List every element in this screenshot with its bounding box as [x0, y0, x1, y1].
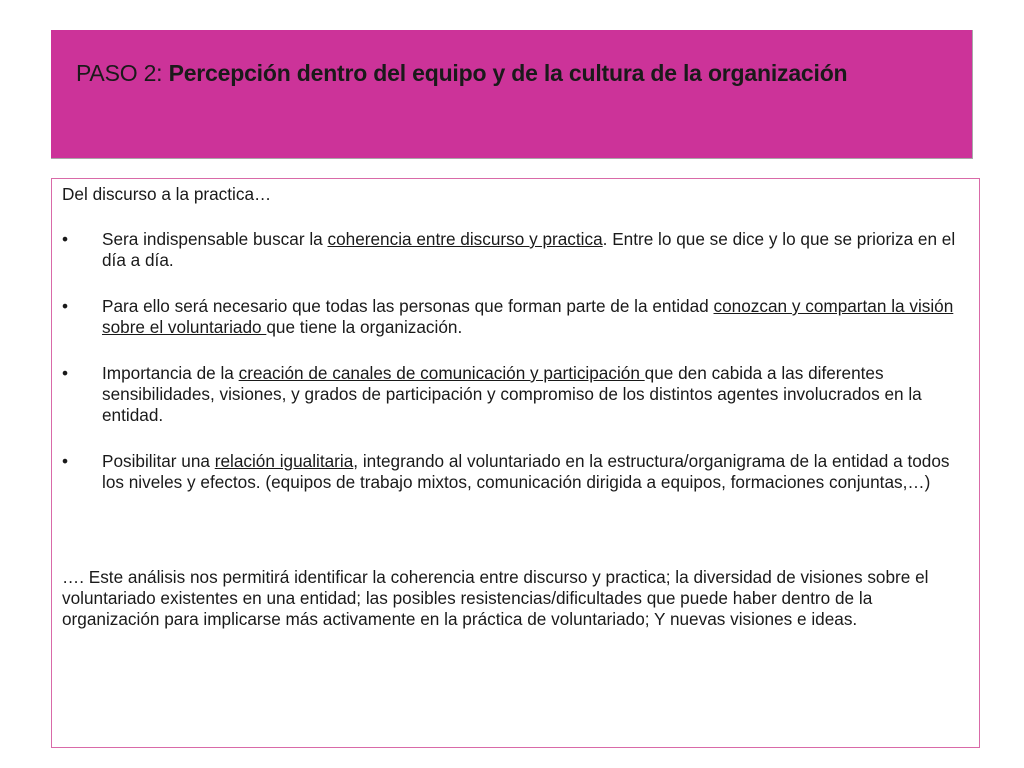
title-main: Percepción dentro del equipo y de la cultura de la organización: [168, 60, 848, 86]
bullet-text: Para ello será necesario que todas las personas que forman parte de la entidad: [102, 296, 714, 316]
bullet-text: que tiene la organización.: [266, 317, 463, 337]
title-band: [51, 30, 973, 159]
bullet-marker: •: [62, 363, 69, 383]
bullet-item-3: [62, 363, 967, 426]
slide-title: [76, 60, 847, 87]
bullet-list: [62, 229, 967, 493]
bullet-marker: •: [62, 451, 69, 471]
bullet-text: que den cabida a las diferentes sensibilidades, visiones, y grados de participación y compromiso de los distintos agentes involucrados en la entidad.: [102, 363, 922, 425]
underlined-phrase: creación de canales de comunicación y participación: [238, 363, 645, 383]
bullet-item-1: [62, 229, 967, 271]
bullet-item-4: [62, 451, 967, 493]
bullet-marker: •: [62, 229, 69, 249]
bullet-text: Importancia de la: [102, 363, 239, 383]
intro-text: Del discurso a la practica…: [62, 184, 272, 204]
bullet-marker: •: [62, 296, 69, 316]
bullet-item-2: [62, 296, 967, 338]
bullet-text: , integrando al voluntariado en la estructura/organigrama de la entidad a todos los niveles y efectos. (equipos de trabajo mixtos, comunicación dirigida a equipos, formaciones conjuntas,…): [102, 451, 950, 492]
underlined-phrase: relación igualitaria: [214, 451, 354, 471]
underlined-phrase: conozcan y compartan la visión sobre el voluntariado: [102, 296, 954, 337]
underlined-phrase: coherencia entre discurso y practica: [327, 229, 603, 249]
title-prefix: PASO 2:: [76, 60, 169, 86]
closing-paragraph: …. Este análisis nos permitirá identificar la coherencia entre discurso y practica; la diversidad de visiones sobre el voluntariado existentes en una entidad; las posibles resistencias/dificultades que puede haber dentro de la organización para implicarse más activamente en la práctica de voluntariado; Y nuevas visiones e ideas.: [62, 567, 929, 629]
content-box: [51, 178, 980, 748]
bullet-text: Sera indispensable buscar la: [102, 229, 328, 249]
bullet-text: . Entre lo que se dice y lo que se prioriza en el día a día.: [102, 229, 956, 270]
bullet-text: Posibilitar una: [102, 451, 215, 471]
